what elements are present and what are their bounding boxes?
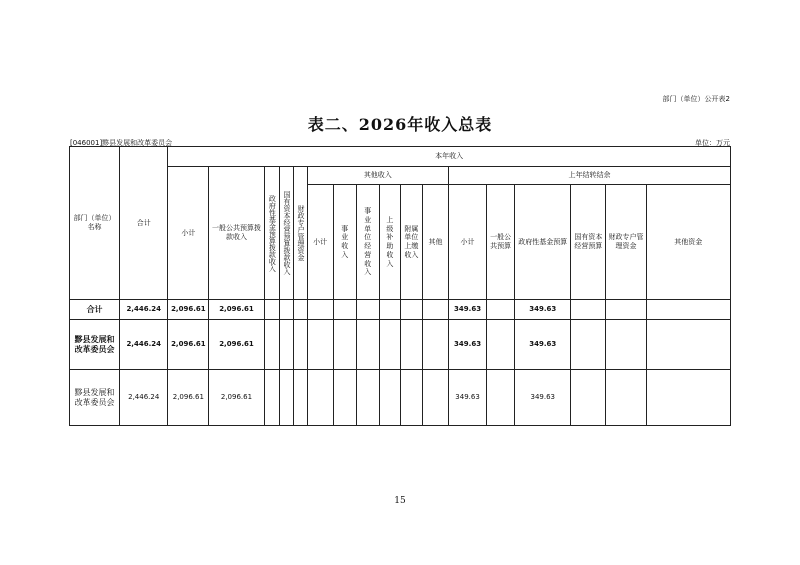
row-name: 黟县发展和改革委员会 <box>70 320 120 370</box>
cell-ly-gov-fund: 349.63 <box>515 370 571 426</box>
header-other-income: 其他收入 <box>307 167 448 185</box>
unit-label: 单位：万元 <box>695 139 730 147</box>
header-fiscal-special: 财政专户管理资金 <box>293 167 307 300</box>
table-row <box>70 300 731 320</box>
cell-ly-subtotal: 349.63 <box>449 300 487 320</box>
header-current-year: 本年收入 <box>168 147 731 167</box>
header-other-subtotal: 小计 <box>307 185 333 300</box>
cell-ly-subtotal: 349.63 <box>449 370 487 426</box>
table-row <box>70 370 731 426</box>
row-name: 合计 <box>70 300 120 320</box>
cell-ly-gov-fund: 349.63 <box>515 320 571 370</box>
revenue-summary-table <box>69 146 731 426</box>
cell-ly-subtotal: 349.63 <box>449 320 487 370</box>
header-business-unit-operating: 事业单位经营收入 <box>356 185 379 300</box>
header-ly-subtotal: 小计 <box>449 185 487 300</box>
header-last-year-balance: 上年结转结余 <box>449 167 731 185</box>
header-total: 合计 <box>120 147 168 300</box>
cell-general-budget: 2,096.61 <box>209 300 264 320</box>
cell-total: 2,446.24 <box>120 320 168 370</box>
header-gov-fund: 政府性基金预算拨款收入 <box>264 167 279 300</box>
header-superior-subsidy: 上级补助收入 <box>379 185 400 300</box>
header-dept: 部门（单位）名称 <box>70 147 120 300</box>
row-name: 黟县发展和改革委员会 <box>70 370 120 426</box>
cell-subtotal: 2,096.61 <box>168 370 209 426</box>
header-subtotal: 小计 <box>168 167 209 300</box>
header-business-income: 事业收入 <box>333 185 356 300</box>
cell-total: 2,446.24 <box>120 370 168 426</box>
table-number-label: 部门（单位）公开表2 <box>662 95 730 103</box>
cell-subtotal: 2,096.61 <box>168 320 209 370</box>
cell-general-budget: 2,096.61 <box>209 320 264 370</box>
organization-label: [046001]黟县发展和改革委员会 <box>70 139 173 147</box>
header-ly-other: 其他资金 <box>646 185 730 300</box>
header-ly-general: 一般公共预算 <box>487 185 515 300</box>
header-state-capital: 国有资本经营预算拨款收入 <box>279 167 293 300</box>
cell-ly-gov-fund: 349.63 <box>515 300 571 320</box>
cell-total: 2,446.24 <box>120 300 168 320</box>
cell-general-budget: 2,096.61 <box>209 370 264 426</box>
table-row <box>70 320 731 370</box>
cell-subtotal: 2,096.61 <box>168 300 209 320</box>
header-general-budget: 一般公共预算拨款收入 <box>209 167 264 300</box>
header-ly-state-capital: 国有资本经营预算 <box>571 185 606 300</box>
header-other: 其他 <box>422 185 448 300</box>
header-ly-fiscal-special: 财政专户管理资金 <box>606 185 646 300</box>
page-title: 表二、2026年收入总表 <box>307 115 493 134</box>
header-affiliated-turnover: 附属单位上缴收入 <box>400 185 422 300</box>
page-number: 15 <box>394 496 406 506</box>
header-ly-gov-fund: 政府性基金预算 <box>515 185 571 300</box>
